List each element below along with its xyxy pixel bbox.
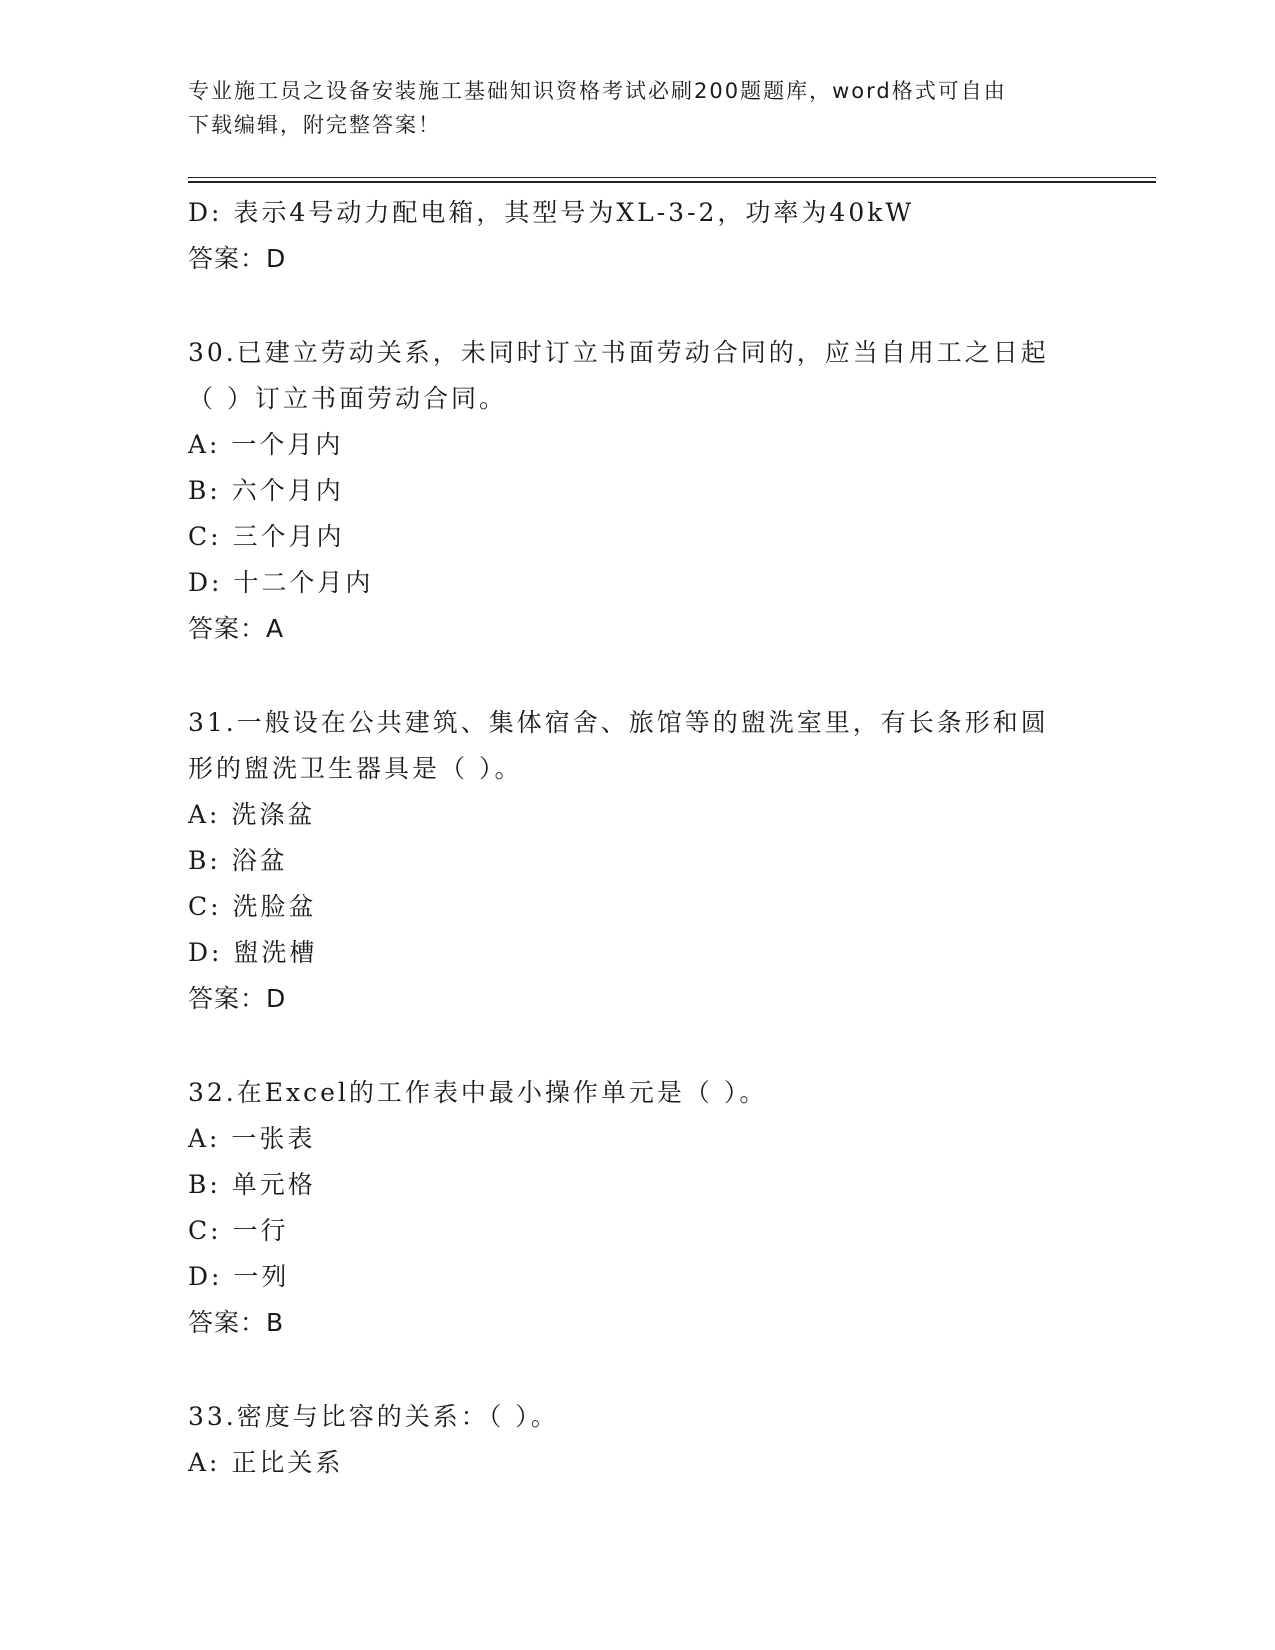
header-divider-thick [188,181,1156,183]
question-text: 33.密度与比容的关系：（ ）。 [188,1402,559,1431]
option-a: A: 洗涤盆 [188,800,316,829]
question-32 [188,1070,1088,1346]
header-line-1: 专业施工员之设备安装施工基础知识资格考试必刷200题题库，word格式可自由 [188,79,1007,103]
option-a: A: 一张表 [188,1124,316,1153]
spacer [188,1346,1088,1394]
option-c: C: 一行 [188,1216,289,1245]
prev-option-d: D: 表示4号动力配电箱，其型号为XL-3-2，功率为40kW [188,198,915,227]
answer: 答案：A [188,614,285,643]
answer: 答案：B [188,1308,285,1337]
option-b: B: 单元格 [188,1170,316,1199]
header-divider-thin [188,177,1156,178]
option-a: A: 正比关系 [188,1448,344,1477]
option-d: D: 盥洗槽 [188,938,318,967]
option-b: B: 浴盆 [188,846,288,875]
prev-answer: 答案：D [188,244,287,273]
question-text: 31.一般设在公共建筑、集体宿舍、旅馆等的盥洗室里，有长条形和圆 [188,708,1049,737]
option-a: A: 一个月内 [188,430,344,459]
question-33 [188,1394,1088,1486]
option-c: C: 洗脸盆 [188,892,317,921]
question-30 [188,330,1088,652]
question-text-cont: （ ）订立书面劳动合同。 [188,384,507,413]
spacer [188,652,1088,700]
option-d: D: 一列 [188,1262,290,1291]
question-text-cont: 形的盥洗卫生器具是（ ）。 [188,754,523,783]
answer: 答案：D [188,984,287,1013]
question-text: 32.在Excel的工作表中最小操作单元是（ ）。 [188,1078,768,1107]
spacer [188,1022,1088,1070]
option-d: D: 十二个月内 [188,568,374,597]
header-line-2: 下载编辑，附完整答案！ [188,113,441,137]
option-c: C: 三个月内 [188,522,345,551]
question-31 [188,700,1088,1022]
question-content [188,190,1088,1486]
option-b: B: 六个月内 [188,476,344,505]
document-header [188,74,1088,142]
question-text: 30.已建立劳动关系，未同时订立书面劳动合同的，应当自用工之日起 [188,338,1049,367]
spacer [188,282,1088,330]
